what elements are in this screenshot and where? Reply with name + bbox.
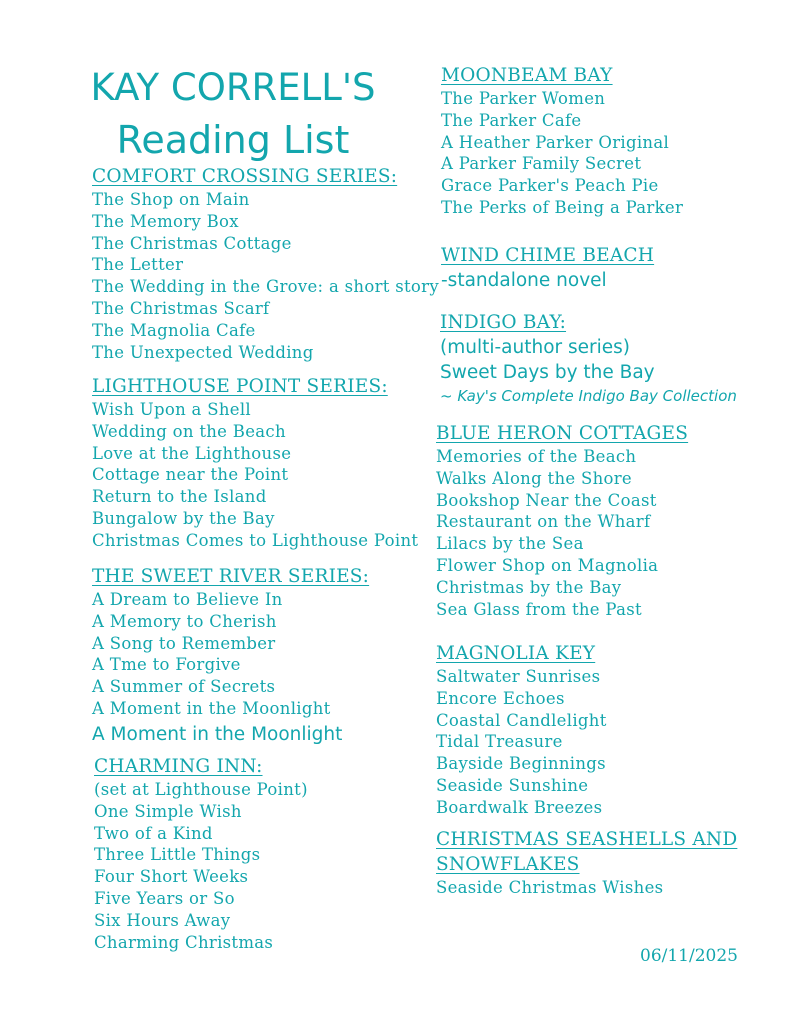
section-heading-line-2: SNOWFLAKES — [436, 854, 580, 875]
book-title: The Christmas Scarf — [92, 298, 270, 318]
section-charming-inn — [94, 754, 308, 953]
book-title: Five Years or So — [94, 888, 235, 908]
book-list — [436, 446, 688, 620]
book-title: A Heather Parker Original — [441, 132, 670, 152]
book-title: A Moment in the Moonlight — [92, 698, 331, 718]
section-heading: WIND CHIME BEACH — [441, 245, 655, 266]
book-title: Six Hours Away — [94, 910, 231, 930]
book-title: Return to the Island — [92, 487, 267, 507]
section-indigo-bay — [440, 310, 737, 407]
book-title: Coastal Candlelight — [436, 710, 607, 730]
book-title: Saltwater Sunrises — [436, 667, 601, 686]
book-title: Christmas Comes to Lighthouse Point — [92, 530, 419, 550]
book-title: The Unexpected Wedding — [92, 342, 314, 362]
book-title: Wish Upon a Shell — [92, 400, 251, 419]
book-title: The Memory Box — [92, 211, 239, 231]
book-list — [441, 88, 683, 219]
book-title: Bayside Beginnings — [436, 754, 606, 774]
section-wind-chime-beach — [441, 243, 654, 293]
section-christmas-seashells — [436, 827, 737, 899]
book-list — [92, 589, 369, 720]
section-heading-line-1: CHRISTMAS SEASHELLS AND — [436, 829, 738, 850]
book-list — [92, 189, 439, 363]
book-title: Tidal Treasure — [436, 732, 563, 752]
title-line-2: Reading List — [116, 118, 350, 162]
book-title: Boardwalk Breezes — [436, 797, 603, 817]
book-title: The Shop on Main — [92, 190, 250, 209]
book-title: A Memory to Cherish — [92, 611, 277, 631]
book-title: Bookshop Near the Coast — [436, 490, 657, 510]
section-heading: MOONBEAM BAY — [441, 65, 613, 86]
book-title: Christmas by the Bay — [436, 577, 622, 597]
section-heading: THE SWEET RIVER SERIES: — [92, 566, 370, 587]
section-heading: LIGHTHOUSE POINT SERIES: — [92, 376, 388, 397]
book-title: Four Short Weeks — [94, 867, 249, 887]
section-comfort-crossing — [92, 164, 439, 363]
section-lighthouse-point — [92, 374, 418, 552]
book-title: Grace Parker's Peach Pie — [441, 176, 659, 196]
date-stamp: 06/11/2025 — [640, 946, 738, 966]
section-moonbeam-bay — [441, 63, 683, 219]
book-title: Memories of the Beach — [436, 447, 637, 466]
book-title: Bungalow by the Bay — [92, 508, 275, 528]
book-list — [92, 399, 418, 552]
book-title: The Wedding in the Grove: a short story — [92, 277, 439, 297]
section-heading: BLUE HERON COTTAGES — [436, 423, 689, 444]
book-title: Walks Along the Shore — [436, 468, 632, 488]
section-note: (set at Lighthouse Point) — [94, 780, 308, 799]
section-note: -standalone novel — [441, 270, 607, 291]
book-title: Two of a Kind — [94, 823, 213, 843]
book-title: Wedding on the Beach — [92, 421, 286, 441]
title-line-1: KAY CORRELL'S — [90, 66, 376, 109]
book-title: The Magnolia Cafe — [92, 320, 256, 340]
book-title: A Dream to Believe In — [92, 590, 283, 609]
book-title: Encore Echoes — [436, 688, 565, 708]
collection-note: ~ Kay's Complete Indigo Bay Collection — [440, 387, 737, 405]
book-title: Seaside Christmas Wishes — [436, 878, 664, 897]
book-title: The Christmas Cottage — [92, 233, 292, 253]
page-title — [78, 62, 388, 166]
book-list — [94, 801, 308, 954]
section-heading: CHARMING INN: — [94, 756, 263, 777]
section-blue-heron-cottages — [436, 421, 688, 620]
book-title: A Summer of Secrets — [92, 677, 276, 697]
book-title: A Song to Remember — [92, 633, 276, 653]
book-title: Lilacs by the Sea — [436, 534, 584, 554]
book-title: The Parker Cafe — [441, 110, 582, 130]
book-title: Charming Christmas — [94, 932, 274, 952]
book-title: Three Little Things — [94, 845, 261, 865]
book-title: The Letter — [92, 255, 184, 275]
section-heading: COMFORT CROSSING SERIES: — [92, 166, 398, 187]
book-title: A Tme to Forgive — [92, 655, 241, 675]
section-note: (multi-author series) — [440, 337, 631, 358]
section-heading: INDIGO BAY: — [440, 312, 567, 333]
section-heading: MAGNOLIA KEY — [436, 643, 596, 664]
book-list — [436, 666, 607, 819]
book-title-large: Sweet Days by the Bay — [440, 362, 655, 383]
section-magnolia-key — [436, 641, 607, 819]
book-title: The Perks of Being a Parker — [441, 197, 684, 217]
book-title: Restaurant on the Wharf — [436, 512, 651, 532]
book-title: Sea Glass from the Past — [436, 599, 642, 619]
section-sweet-river — [92, 564, 369, 747]
book-title: Love at the Lighthouse — [92, 443, 292, 463]
book-title: Seaside Sunshine — [436, 775, 589, 795]
book-title: Cottage near the Point — [92, 465, 289, 485]
book-title: Flower Shop on Magnolia — [436, 555, 659, 575]
book-title: The Parker Women — [441, 89, 606, 108]
book-list — [436, 877, 737, 899]
book-title-large: A Moment in the Moonlight — [92, 723, 343, 745]
book-title: A Parker Family Secret — [441, 154, 642, 174]
book-title: One Simple Wish — [94, 801, 242, 821]
